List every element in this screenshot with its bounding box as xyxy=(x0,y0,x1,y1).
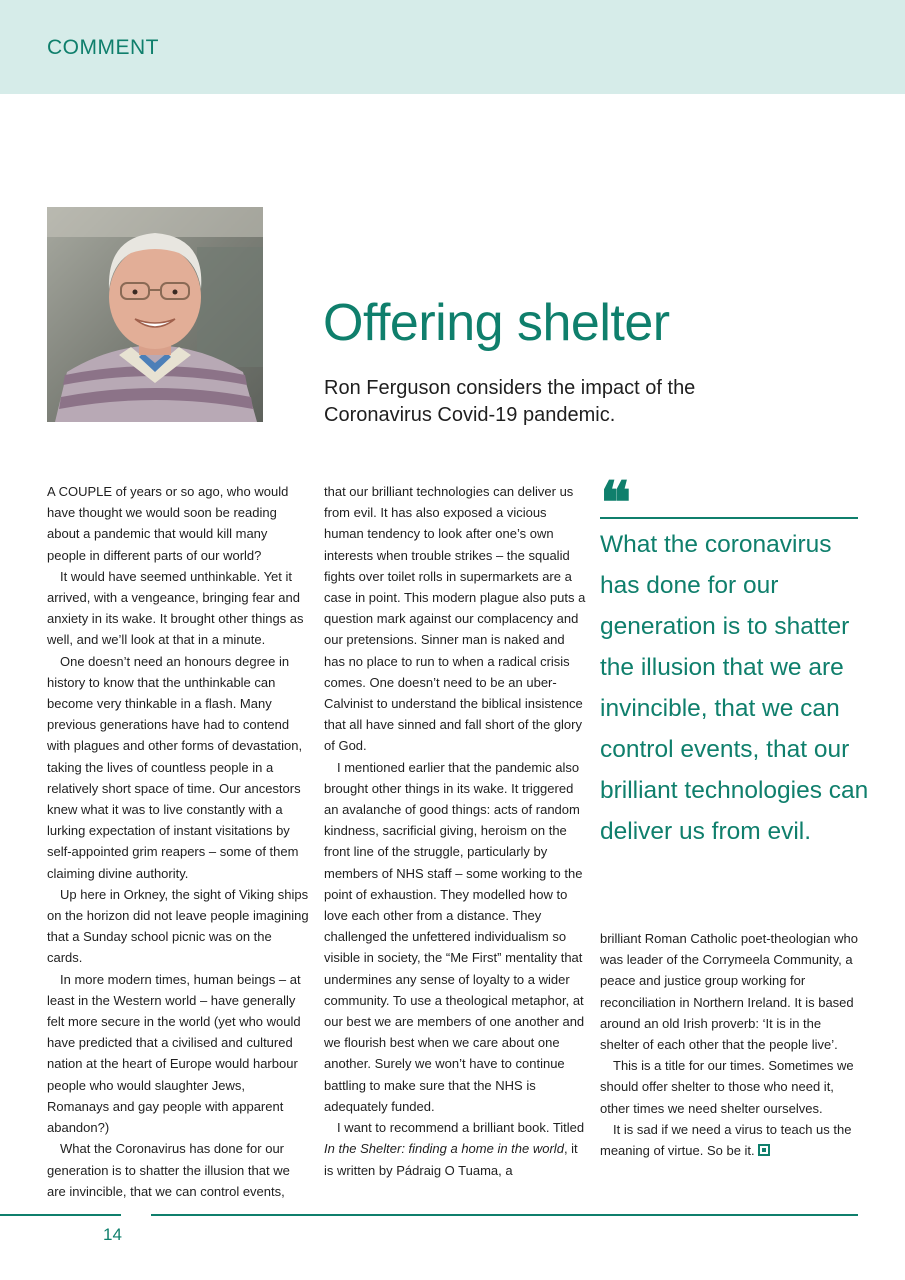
author-photo xyxy=(47,207,263,422)
body-paragraph: It would have seemed unthinkable. Yet it arrived, with a vengeance, bringing fear and anxiety in its wake. It brought other things as well, and we’ll look at that in a minute. xyxy=(47,568,304,648)
quote-mark-icon: ❝ xyxy=(600,469,632,537)
page-number: 14 xyxy=(103,1225,122,1244)
footer-rule-left xyxy=(0,1214,121,1216)
body-column-2 xyxy=(324,481,586,1181)
book-title: In the Shelter: finding a home in the world xyxy=(324,1141,564,1157)
article-title: Offering shelter xyxy=(323,294,670,352)
body-paragraph: Up here in Orkney, the sight of Viking ships on the horizon did not leave people imagining that a Sunday school picnic was on the cards. xyxy=(47,886,309,966)
body-paragraph: that our brilliant technologies can deliver us from evil. It has also exposed a vicious human tendency to look after one’s own interests when trouble strikes – the squalid fights over toilet rolls in supermarkets are a case in point. This modern plague also puts a question mark against our complacency and our pretensions. Sinner man is naked and has no place to run to when a radical crisis comes. One doesn’t need to be an uber-Calvinist to understand the biblical insistence that all have sinned and fall short of the glory of God. xyxy=(324,484,586,754)
author-portrait-image xyxy=(47,207,263,422)
body-paragraph: One doesn’t need an honours degree in history to know that the unthinkable can become very thinkable in a flash. Many previous generations have had to contend with plagues and other forms of devastation, taking the lives of countless people in a relatively short space of time. Our ancestors knew what it was to live constantly with a lurking expectation of instant visitations by self-appointed grim reapers – some of them claiming divine authority. xyxy=(47,653,303,881)
body-text: It is sad if we need a virus to teach us the meaning of virtue. So be it. xyxy=(600,1121,852,1159)
body-column-1 xyxy=(47,481,309,1202)
body-paragraph xyxy=(324,1117,586,1181)
body-paragraph xyxy=(600,1119,862,1161)
body-paragraph: I mentioned earlier that the pandemic also brought other things in its wake. It triggered an avalanche of good things: acts of random kindness, sacrificial giving, heroism on the front line of the struggle, particularly by members of NHS staff – some working to the point of exhaustion. They modelled how to love each other from a distance. They challenged the unfettered individualism so visible in society, the “Me First” mentality that undermines any sense of loyalty to a wider community. To use a theological metaphor, at our best we are members of one another and we flourish best when we care about one another. Surely we won’t have to continue battling to make sure that the NHS is adequately funded. xyxy=(324,759,585,1114)
footer-rule-right xyxy=(151,1214,858,1216)
section-label: COMMENT xyxy=(47,36,159,59)
body-paragraph: This is a title for our times. Sometimes we should offer shelter to those who need it, other times we need shelter ourselves. xyxy=(600,1058,854,1116)
pullquote-text: What the coronavirus has done for our generation is to shatter the illusion that we are invincible, that we can control events, that our brilliant technologies can deliver us from evil. xyxy=(600,531,869,845)
pullquote-rule xyxy=(600,517,858,519)
body-paragraph: What the Coronavirus has done for our generation is to shatter the illusion that we are invincible, that we can control events, xyxy=(47,1141,290,1199)
body-text: , it is written by Pádraig O Tuama, a xyxy=(324,1141,578,1178)
end-of-article-square-icon xyxy=(758,1144,770,1156)
body-paragraph: brilliant Roman Catholic poet-theologian who was leader of the Corrymeela Community, a peace and justice group working for reconciliation in Northern Ireland. It is based around an old Irish proverb: ‘It is in the shelter of each other that the people live’. xyxy=(600,931,858,1053)
body-paragraph: A COUPLE of years or so ago, who would have thought we would soon be reading about a pandemic that would kill many people in different parts of our world? xyxy=(47,484,289,563)
header-band xyxy=(0,0,905,94)
body-column-3 xyxy=(600,928,862,1161)
article-standfirst: Ron Ferguson considers the impact of the Coronavirus Covid-19 pandemic. xyxy=(324,377,696,426)
body-text: I want to recommend a brilliant book. Titled xyxy=(337,1120,585,1136)
body-paragraph: In more modern times, human beings – at least in the Western world – have generally felt more secure in the world (yet who would have predicted that a civilised and cultured nation at the heart of Europe would harbour people who would slaughter Jews, Romanays and gay people with apparent abandon?) xyxy=(47,971,301,1136)
